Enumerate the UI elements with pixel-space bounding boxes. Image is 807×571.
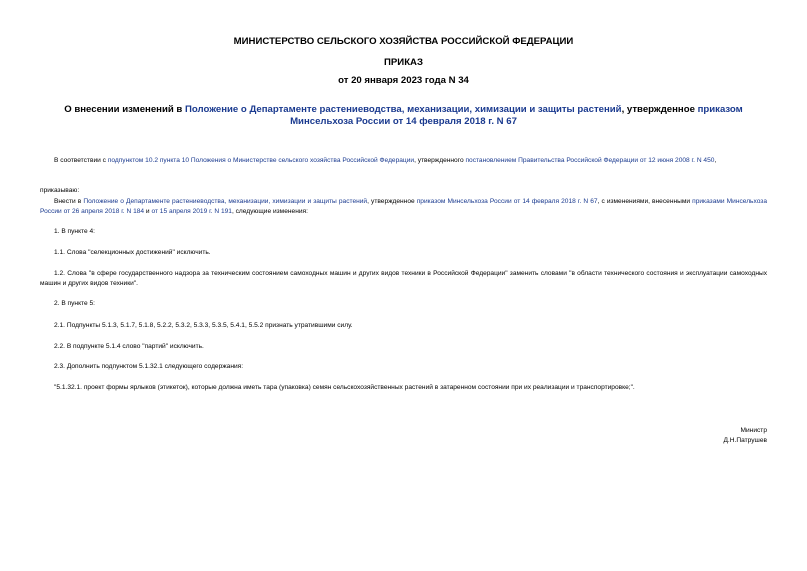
- link-order-67[interactable]: приказом Минсельхоза России от 14 февраля 2018 г. N 67: [416, 198, 598, 205]
- item-2-2: 2.2. В подпункте 5.1.4 слово "партий" исключить.: [54, 343, 204, 350]
- document-title: [40, 104, 767, 128]
- title-link-order[interactable]: приказом Минсельхоза России от 14 февраля 2018 г. N 67: [290, 104, 743, 127]
- title-text: , утвержденное: [621, 104, 698, 115]
- signature-name: Д.Н.Патрушев: [723, 437, 767, 444]
- ministry-header: МИНИСТЕРСТВО СЕЛЬСКОГО ХОЗЯЙСТВА РОССИЙСКОЙ ФЕДЕРАЦИИ: [233, 36, 574, 47]
- title-link-regulation[interactable]: Положение о Департаменте растениеводства, механизации, химизации и защиты растений: [185, 104, 622, 115]
- text: , утвержденное: [367, 198, 417, 205]
- item-2-3-text: "5.1.32.1. проект формы ярлыков (этикеток), которые должна иметь тара (упаковка) семян сельскохозяйственных растений в затаренном состоянии при их реализации и транспортировке;".: [54, 384, 635, 391]
- document-date-number: от 20 января 2023 года N 34: [338, 75, 469, 86]
- text: В соответствии с: [54, 157, 108, 164]
- text: и: [144, 208, 152, 215]
- document-type: ПРИКАЗ: [384, 57, 423, 68]
- item-2: 2. В пункте 5:: [54, 300, 95, 307]
- title-text: О внесении изменений в: [64, 104, 185, 115]
- paragraph-changes: [40, 197, 767, 217]
- item-2-3: 2.3. Дополнить подпунктом 5.1.32.1 следующего содержания:: [54, 363, 244, 370]
- item-1-1: 1.1. Слова "селекционных достижений" исключить.: [54, 249, 211, 256]
- text: ,: [714, 157, 717, 164]
- text: , с изменениями, внесенными: [597, 198, 693, 205]
- item-1: 1. В пункте 4:: [54, 228, 95, 235]
- paragraph-basis: [40, 156, 767, 166]
- signature-position: Министр: [740, 427, 767, 434]
- link-regulation[interactable]: Положение о Департаменте растениеводства, механизации, химизации и защиты растений: [83, 198, 368, 205]
- link-order-184[interactable]: приказами Минсельхоза России от 26 апреля 2018 г. N 184: [40, 198, 767, 215]
- text: , следующие изменения:: [231, 208, 308, 215]
- link-government-decree[interactable]: постановлением Правительства Российской Федерации от 12 июня 2008 г. N 450: [465, 157, 715, 164]
- item-1-2: 1.2. Слова "в сфере государственного надзора за техническим состоянием самоходных машин и других видов техники в Российской Федерации" заменить словами "в области технического состояния и эксплуатации самоходных машин и других видов техники".: [40, 270, 767, 287]
- link-subparagraph[interactable]: подпунктом 10.2 пункта 10 Положения о Министерстве сельского хозяйства Российской Федерации: [107, 157, 415, 164]
- link-order-191[interactable]: от 15 апреля 2019 г. N 191: [151, 208, 232, 215]
- order-word: приказываю:: [40, 187, 80, 194]
- item-2-1: 2.1. Подпункты 5.1.3, 5.1.7, 5.1.8, 5.2.2, 5.3.2, 5.3.3, 5.3.5, 5.4.1, 5.5.2 признать утратившими силу.: [54, 322, 353, 329]
- text: , утвержденного: [414, 157, 466, 164]
- text: Внести в: [54, 198, 84, 205]
